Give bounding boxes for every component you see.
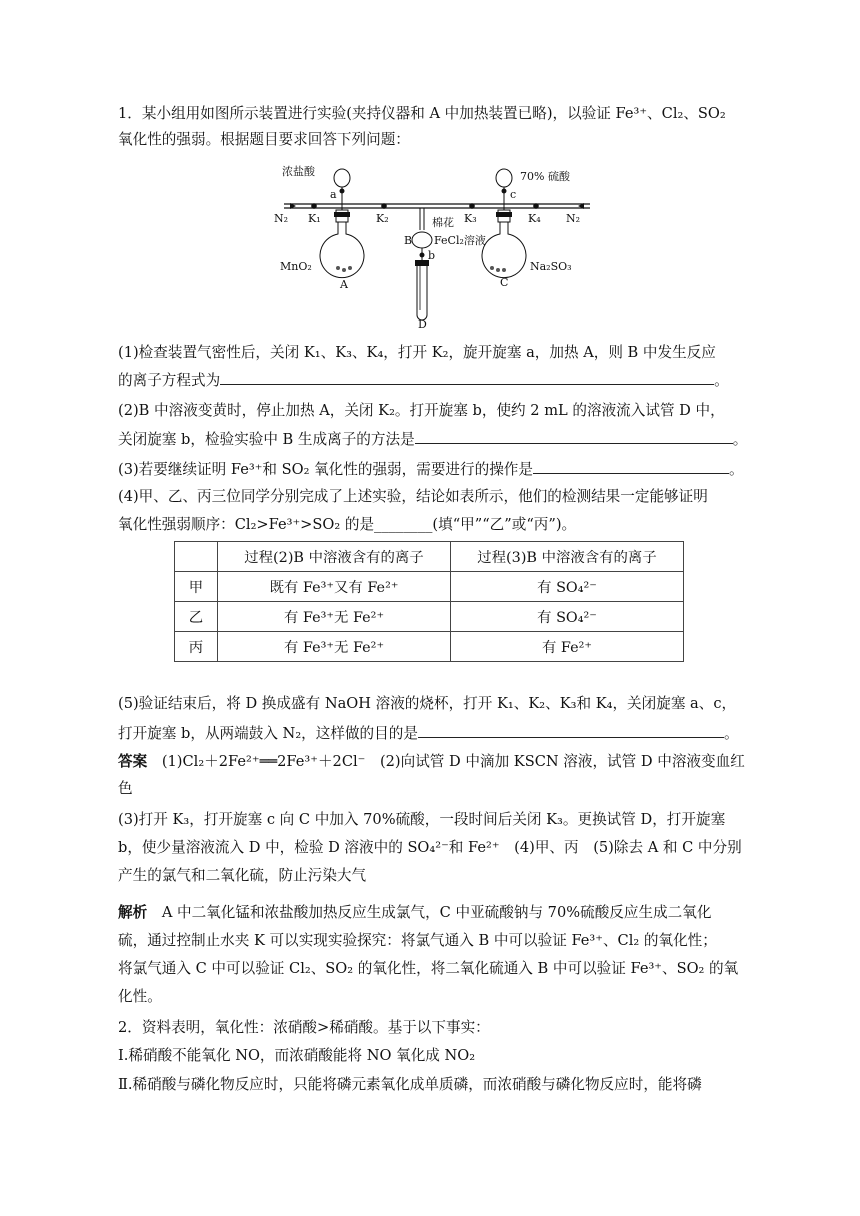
label-c-flask: C xyxy=(500,276,509,289)
table-header-cell: 过程(2)B 中溶液含有的离子 xyxy=(218,542,451,572)
table-cell: 既有 Fe³⁺又有 Fe²⁺ xyxy=(218,572,451,602)
q1-part4-line2: 氧化性强弱顺序：Cl₂>Fe³⁺>SO₂ 的是________(填“甲”“乙”或“丙”)。 xyxy=(118,516,577,533)
label-valve-b: b xyxy=(428,249,436,262)
analysis-text: A 中二氧化锰和浓盐酸加热反应生成氯气，C 中亚硫酸钠与 70%硫酸反应生成二氧化 xyxy=(161,904,712,921)
table-header-cell: 过程(3)B 中溶液含有的离子 xyxy=(451,542,684,572)
label-k2: K₂ xyxy=(376,212,389,225)
q2-line3: Ⅱ.稀硝酸与磷化物反应时，只能将磷元素氧化成单质磷，而浓硝酸与磷化物反应时，能将磷 xyxy=(118,1076,702,1093)
table-cell: 有 Fe³⁺无 Fe²⁺ xyxy=(218,632,451,662)
label-n2-left: N₂ xyxy=(274,212,289,225)
table-row xyxy=(175,572,684,602)
label-fecl2: FeCl₂溶液 xyxy=(434,234,486,247)
label-sulfuric-acid: 70% 硫酸 xyxy=(520,170,570,183)
answer-line4: b，使少量溶液流入 D 中，检验 D 溶液中的 SO₄²⁻和 Fe²⁺ (4)甲、丙 (5)除去 A 和 C 中分别 xyxy=(118,839,742,856)
q1-part4-line1: (4)甲、乙、丙三位同学分别完成了上述实验，结论如表所示，他们的检测结果一定能够证明 xyxy=(118,488,708,505)
q1-part2-text: 关闭旋塞 b，检验实验中 B 生成离子的方法是 xyxy=(118,431,415,448)
q1-intro-line1: 1．某小组用如图所示装置进行实验(夹持仪器和 A 中加热装置已略)，以验证 Fe³⁺、Cl₂、SO₂ xyxy=(118,105,726,122)
answer-blank-1[interactable] xyxy=(220,369,714,385)
q1-part1-line1: (1)检查装置气密性后，关闭 K₁、K₃、K₄，打开 K₂，旋开旋塞 a，加热 A，则 B 中发生反应 xyxy=(118,344,716,361)
label-k1: K₁ xyxy=(308,212,321,225)
apparatus-diagram xyxy=(272,160,602,332)
label-valve-c: c xyxy=(510,188,517,201)
period: 。 xyxy=(728,461,744,478)
label-k3: K₃ xyxy=(464,212,477,225)
table-cell: 有 Fe²⁺ xyxy=(451,632,684,662)
answer-blank-5[interactable] xyxy=(418,722,724,738)
label-na2so3: Na₂SO₃ xyxy=(530,260,572,273)
table-header-row xyxy=(175,542,684,572)
answer-line3: (3)打开 K₃，打开旋塞 c 向 C 中加入 70%硫酸，一段时间后关闭 K₃。更换试管 D，打开旋塞 xyxy=(118,811,726,828)
table-cell: 有 Fe³⁺无 Fe²⁺ xyxy=(218,602,451,632)
table-row xyxy=(175,632,684,662)
answer-line5: 产生的氯气和二氧化硫，防止污染大气 xyxy=(118,867,367,884)
q1-part3-text: (3)若要继续证明 Fe³⁺和 SO₂ 氧化性的强弱，需要进行的操作是 xyxy=(118,461,533,478)
label-cotton: 棉花 xyxy=(432,216,454,229)
label-k4: K₄ xyxy=(528,212,541,225)
table-header-cell xyxy=(175,542,218,572)
q2-line2: Ⅰ.稀硝酸不能氧化 NO，而浓硝酸能将 NO 氧化成 NO₂ xyxy=(118,1047,476,1064)
label-conc-hcl: 浓盐酸 xyxy=(282,165,315,178)
q1-part5-line1: (5)验证结束后，将 D 换成盛有 NaOH 溶液的烧杯，打开 K₁、K₂、K₃和 K₄，关闭旋塞 a、c， xyxy=(118,695,737,712)
label-d-tube: D xyxy=(418,318,427,331)
period: 。 xyxy=(714,372,729,389)
answer-text: (1)Cl₂＋2Fe²⁺══2Fe³⁺＋2Cl⁻ (2)向试管 D 中滴加 KSCN 溶液，试管 D 中溶液变血红 xyxy=(161,753,745,770)
table-cell: 乙 xyxy=(175,602,218,632)
answer-line2: 色 xyxy=(118,780,133,797)
label-mno2: MnO₂ xyxy=(280,260,312,273)
answer-line1 xyxy=(118,752,745,772)
table-cell: 甲 xyxy=(175,572,218,602)
label-a-flask: A xyxy=(340,278,348,291)
label-n2-right: N₂ xyxy=(566,212,581,225)
q1-part3-line xyxy=(118,458,744,480)
answer-blank-2[interactable] xyxy=(415,428,733,444)
answer-blank-3[interactable] xyxy=(533,458,729,474)
q1-intro-line2: 氧化性的强弱。根据题目要求回答下列问题： xyxy=(118,131,410,148)
period: 。 xyxy=(732,431,748,448)
answer-label: 答案 xyxy=(118,753,148,770)
analysis-label: 解析 xyxy=(118,904,148,921)
table-cell: 丙 xyxy=(175,632,218,662)
period: 。 xyxy=(723,725,739,742)
table-cell: 有 SO₄²⁻ xyxy=(451,572,684,602)
table-cell: 有 SO₄²⁻ xyxy=(451,602,684,632)
q1-part1-text: 的离子方程式为 xyxy=(118,372,221,389)
q1-part2-line2 xyxy=(118,428,747,450)
analysis-line1 xyxy=(118,903,711,923)
analysis-line2: 硫，通过控制止水夹 K 可以实现实验探究：将氯气通入 B 中可以验证 Fe³⁺、Cl₂ 的氧化性； xyxy=(118,932,717,949)
table-row xyxy=(175,602,684,632)
q1-part5-text: 打开旋塞 b，从两端鼓入 N₂，这样做的目的是 xyxy=(118,725,418,742)
analysis-line4: 化性。 xyxy=(118,988,162,1005)
q1-part1-line2 xyxy=(118,369,729,391)
label-b: B xyxy=(404,234,413,247)
q1-part5-line2 xyxy=(118,722,739,744)
label-valve-a: a xyxy=(330,188,337,201)
q2-line1: 2．资料表明，氧化性：浓硝酸>稀硝酸。基于以下事实： xyxy=(118,1019,490,1036)
results-table xyxy=(174,541,684,662)
analysis-line3: 将氯气通入 C 中可以验证 Cl₂、SO₂ 的氧化性，将二氧化硫通入 B 中可以验证 Fe³⁺、SO₂ 的氧 xyxy=(118,960,739,977)
q1-part2-line1: (2)B 中溶液变黄时，停止加热 A，关闭 K₂。打开旋塞 b，使约 2 mL 的溶液流入试管 D 中， xyxy=(118,402,725,419)
